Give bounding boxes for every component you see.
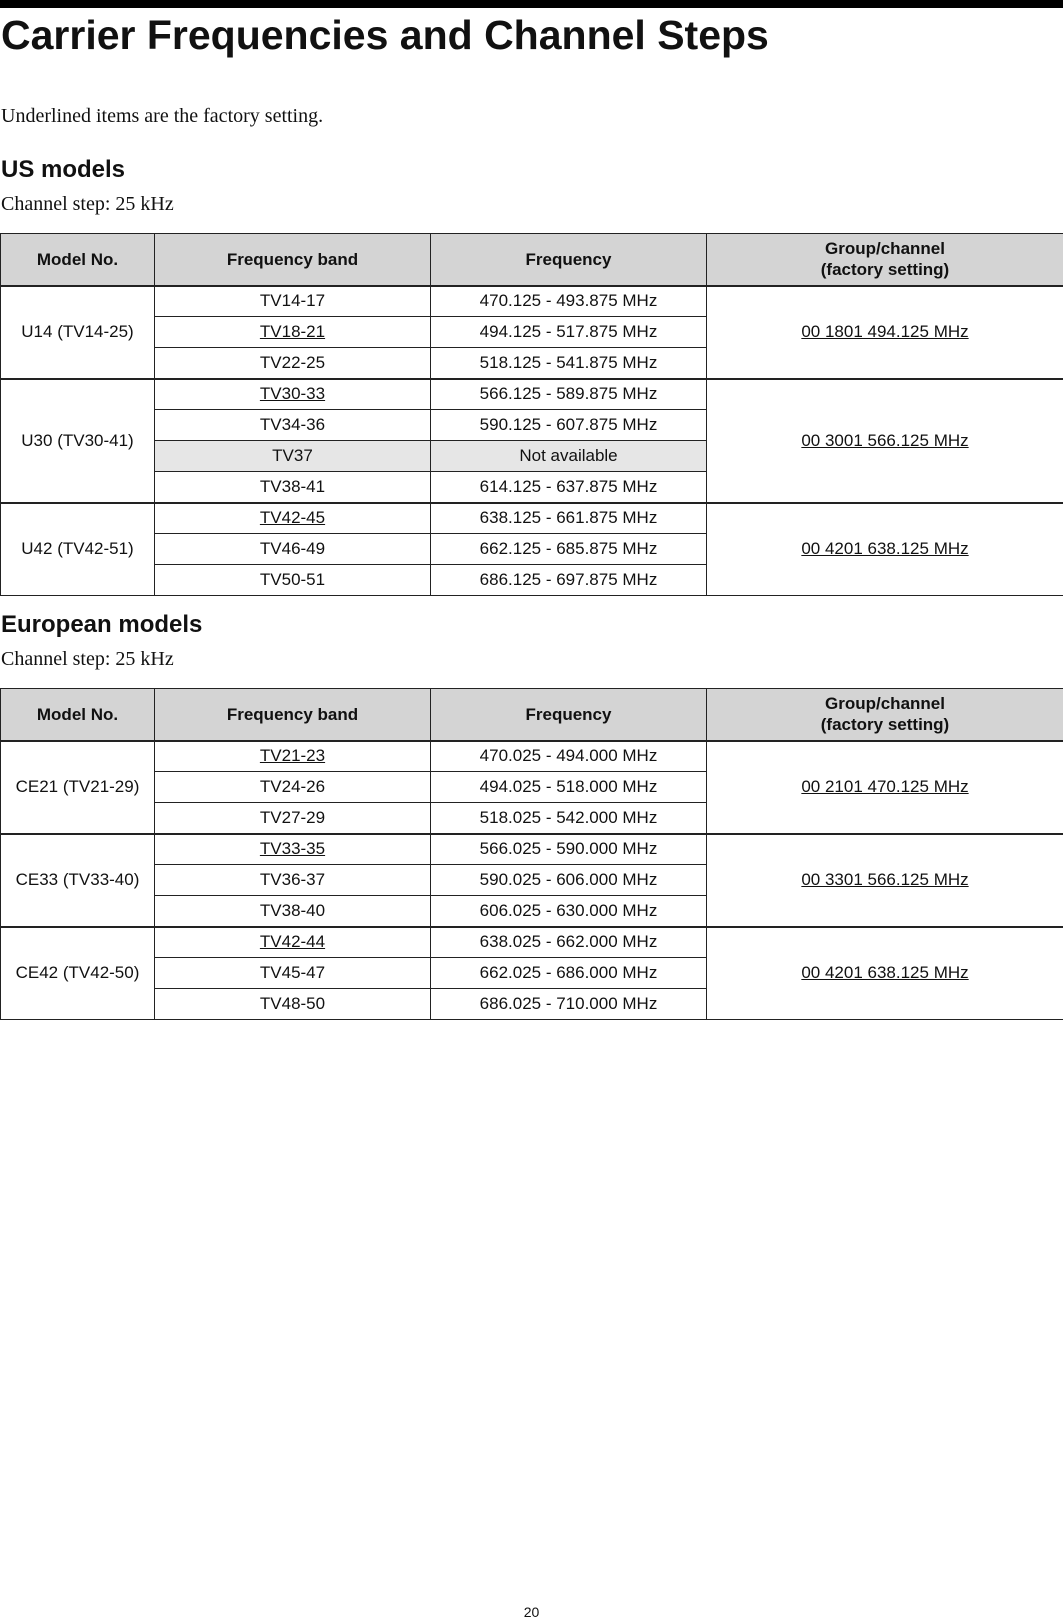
band-cell [155, 927, 431, 958]
band-cell: TV50-51 [155, 565, 431, 596]
band-cell: TV24-26 [155, 772, 431, 803]
not-available-cell: Not available [431, 441, 707, 472]
factory-setting-value: 00 4201 638.125 MHz [801, 539, 969, 559]
frequency-cell: 494.125 - 517.875 MHz [431, 317, 707, 348]
frequency-cell: 614.125 - 637.875 MHz [431, 472, 707, 503]
factory-setting-value: 00 3001 566.125 MHz [801, 430, 969, 450]
factory-band-value: TV42-45 [259, 508, 326, 528]
table-row [1, 379, 1063, 410]
frequency-cell: 638.025 - 662.000 MHz [431, 927, 707, 958]
european-models-heading: European models [1, 611, 203, 638]
table-row [1, 927, 1063, 958]
model-cell: CE21 (TV21-29) [1, 741, 155, 834]
factory-band-value: TV21-23 [259, 746, 326, 766]
frequency-cell: 518.025 - 542.000 MHz [431, 803, 707, 834]
factory-setting-value: 00 2101 470.125 MHz [801, 777, 969, 796]
header-frequency-band: Frequency band [155, 234, 431, 286]
band-cell: TV46-49 [155, 534, 431, 565]
table-row [1, 286, 1063, 317]
header-group-channel [707, 234, 1063, 286]
factory-setting-cell [707, 503, 1063, 596]
model-group-ce33 [1, 834, 1063, 927]
band-cell: TV45-47 [155, 958, 431, 989]
us-channel-step: Channel step: 25 kHz [1, 193, 174, 215]
table-row [1, 503, 1063, 534]
band-cell: TV34-36 [155, 410, 431, 441]
model-group-ce42 [1, 927, 1063, 1020]
factory-setting-cell [707, 741, 1063, 834]
factory-setting-cell [707, 379, 1063, 503]
model-cell: U42 (TV42-51) [1, 503, 155, 596]
frequency-cell: 686.125 - 697.875 MHz [431, 565, 707, 596]
header-group-channel-line1: Group/channel [825, 694, 945, 714]
band-cell: TV37 [155, 441, 431, 472]
page-title: Carrier Frequencies and Channel Steps [1, 12, 769, 58]
band-cell: TV14-17 [155, 286, 431, 317]
band-cell [155, 503, 431, 534]
factory-band-value: TV33-35 [259, 839, 326, 859]
band-cell: TV27-29 [155, 803, 431, 834]
header-frequency: Frequency [431, 234, 707, 286]
band-cell [155, 317, 431, 348]
frequency-cell: 494.025 - 518.000 MHz [431, 772, 707, 803]
factory-setting-note: Underlined items are the factory setting. [1, 105, 324, 127]
model-cell: CE33 (TV33-40) [1, 834, 155, 927]
frequency-cell: 518.125 - 541.875 MHz [431, 348, 707, 379]
table-header-row [1, 234, 1063, 286]
frequency-cell: 590.125 - 607.875 MHz [431, 410, 707, 441]
header-group-channel-line1: Group/channel [825, 239, 945, 259]
band-cell [155, 834, 431, 865]
band-cell: TV48-50 [155, 989, 431, 1020]
table-row [1, 834, 1063, 865]
us-models-heading: US models [1, 156, 126, 183]
factory-setting-value: 00 1801 494.125 MHz [801, 322, 969, 341]
factory-setting-cell [707, 927, 1063, 1020]
header-group-channel-line2: (factory setting) [820, 715, 950, 735]
model-cell: U30 (TV30-41) [1, 379, 155, 503]
model-group-u30 [1, 379, 1063, 503]
factory-band-value: TV42-44 [259, 932, 326, 952]
model-group-ce21 [1, 741, 1063, 834]
frequency-cell: 566.125 - 589.875 MHz [431, 379, 707, 410]
top-rule [0, 0, 1063, 8]
frequency-cell: 662.125 - 685.875 MHz [431, 534, 707, 565]
header-frequency-band: Frequency band [155, 689, 431, 741]
header-frequency: Frequency [431, 689, 707, 741]
model-group-u14 [1, 286, 1063, 379]
header-model-no: Model No. [1, 689, 155, 741]
frequency-cell: 566.025 - 590.000 MHz [431, 834, 707, 865]
band-cell: TV22-25 [155, 348, 431, 379]
page-number: 20 [523, 1604, 540, 1620]
frequency-cell: 662.025 - 686.000 MHz [431, 958, 707, 989]
factory-band-value: TV30-33 [259, 384, 326, 404]
table-row [1, 741, 1063, 772]
frequency-cell: 606.025 - 630.000 MHz [431, 896, 707, 927]
header-group-channel-line2: (factory setting) [820, 260, 950, 280]
us-frequency-table [0, 233, 1063, 596]
table-header-row [1, 689, 1063, 741]
band-cell: TV38-40 [155, 896, 431, 927]
band-cell [155, 379, 431, 410]
frequency-cell: 686.025 - 710.000 MHz [431, 989, 707, 1020]
eu-channel-step: Channel step: 25 kHz [1, 648, 174, 670]
eu-frequency-table [0, 688, 1063, 1020]
model-group-u42 [1, 503, 1063, 596]
header-model-no: Model No. [1, 234, 155, 286]
model-cell: CE42 (TV42-50) [1, 927, 155, 1020]
frequency-cell: 470.125 - 493.875 MHz [431, 286, 707, 317]
factory-setting-value: 00 3301 566.125 MHz [801, 870, 969, 889]
model-cell: U14 (TV14-25) [1, 286, 155, 379]
header-group-channel [707, 689, 1063, 741]
frequency-cell: 638.125 - 661.875 MHz [431, 503, 707, 534]
factory-setting-value: 00 4201 638.125 MHz [801, 963, 969, 983]
frequency-cell: 590.025 - 606.000 MHz [431, 865, 707, 896]
frequency-cell: 470.025 - 494.000 MHz [431, 741, 707, 772]
factory-band-value: TV18-21 [259, 322, 326, 341]
band-cell [155, 741, 431, 772]
band-cell: TV36-37 [155, 865, 431, 896]
band-cell: TV38-41 [155, 472, 431, 503]
factory-setting-cell [707, 834, 1063, 927]
factory-setting-cell [707, 286, 1063, 379]
